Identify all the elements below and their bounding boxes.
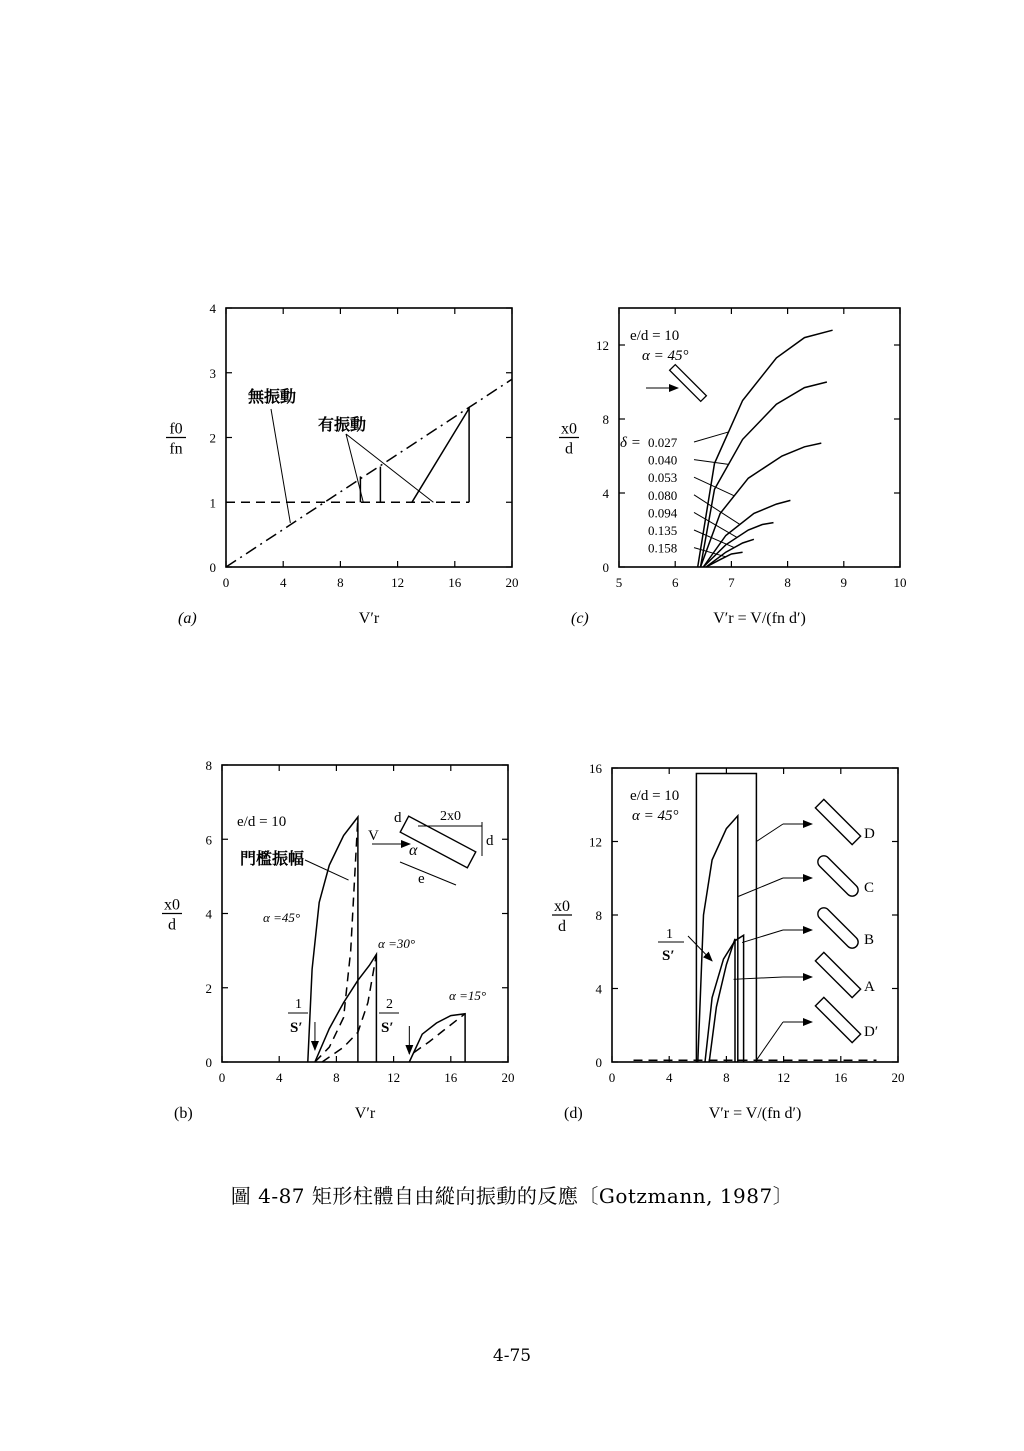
leader-line: [346, 434, 433, 502]
y-tick-label: 0: [205, 1055, 212, 1070]
section-shape: [815, 997, 860, 1042]
param-ed: e/d = 10: [237, 814, 287, 830]
series-line: [698, 816, 738, 1062]
inset-label: 2x0: [440, 809, 461, 824]
legend-title-delta: δ =: [620, 435, 641, 451]
y-tick-label: 4: [209, 301, 216, 316]
panel-label: (d): [564, 1105, 583, 1122]
x-tick-label: 0: [218, 1070, 226, 1085]
inset-dim: [400, 862, 456, 885]
y-tick-label: 2: [209, 430, 216, 446]
y-tick-label: 8: [602, 412, 609, 427]
param-ed: e/d = 10: [630, 328, 680, 344]
y-axis-label-numerator: x0: [164, 896, 180, 914]
series-line: [315, 954, 377, 1062]
panel-label: (c): [571, 610, 589, 627]
legend-leader: [756, 1022, 783, 1060]
x-tick-label: 4: [665, 1070, 673, 1085]
legend-label: 0.040: [648, 452, 678, 468]
x-tick-label: 6: [671, 575, 679, 590]
legend-leader: [742, 930, 783, 943]
y-tick-label: 3: [209, 365, 216, 381]
x-tick-label: 8: [723, 1070, 730, 1085]
x-tick-label: 4: [275, 1070, 283, 1085]
legend-leader: [738, 878, 783, 897]
x-tick-label: 10: [893, 575, 907, 590]
series-label: α =30°: [378, 936, 416, 951]
x-tick-label: 0: [222, 575, 230, 590]
y-tick-label: 4: [602, 486, 609, 501]
x-tick-label: 5: [615, 575, 623, 590]
legend-label: 0.135: [648, 523, 678, 538]
y-tick-label: 2: [205, 980, 212, 996]
y-axis-label-denominator: d: [558, 918, 566, 935]
x-axis-label: V′r = V/(fn d′): [713, 610, 806, 627]
series-label: α =15°: [449, 988, 487, 1003]
y-tick-label: 16: [589, 761, 602, 776]
x-tick-label: 12: [777, 1070, 791, 1085]
x-tick-label: 16: [444, 1070, 458, 1085]
x-tick-label: 8: [333, 1070, 340, 1085]
series-line: [414, 1014, 466, 1053]
param-ed: e/d = 10: [630, 788, 680, 804]
series-line: [315, 817, 358, 1062]
leader-line: [271, 409, 290, 523]
x-tick-label: 20: [891, 1070, 905, 1085]
series-line: [412, 408, 469, 502]
x-tick-label: 8: [337, 575, 344, 590]
x-axis-label: V′r = V/(fn d′): [708, 1105, 802, 1122]
param-alpha: α = 45°: [632, 808, 679, 824]
annotation-no-vibration: 無振動: [248, 389, 297, 406]
figure-caption: 圖 4-87 矩形柱體自由縱向振動的反應〔Gotzmann, 1987〕: [230, 1184, 794, 1208]
strouhal-num: 2: [386, 997, 393, 1012]
strouhal-arrow: [688, 936, 712, 961]
series-line: [701, 443, 822, 567]
legend-label: B: [864, 932, 875, 948]
chart-panel-d: [552, 761, 905, 1122]
x-tick-label: 9: [840, 575, 848, 590]
legend-label: A: [864, 979, 875, 995]
y-tick-label: 4: [205, 906, 212, 922]
strouhal-num: 1: [666, 927, 673, 942]
series-line: [709, 939, 735, 1062]
legend-leader: [756, 824, 783, 842]
legend-label: 0.158: [648, 540, 678, 556]
section-shape: [815, 853, 860, 898]
legend-leader: [694, 495, 740, 525]
y-tick-label: 4: [595, 981, 602, 997]
legend-leader: [694, 460, 729, 465]
chart-panel-b: [162, 758, 515, 1122]
y-axis-label-denominator: d: [565, 440, 573, 458]
series-line: [701, 382, 827, 567]
x-tick-label: 16: [448, 575, 462, 590]
x-tick-label: 7: [728, 575, 735, 590]
section-shape: [670, 365, 707, 402]
x-tick-label: 12: [387, 1070, 401, 1085]
strouhal-num: 1: [295, 997, 302, 1012]
legend-label: C: [864, 880, 875, 896]
legend-label: 0.080: [648, 487, 678, 503]
series-line: [698, 330, 833, 567]
panel-label: (b): [174, 1105, 193, 1122]
y-tick-label: 8: [595, 908, 602, 923]
section-shape: [815, 952, 860, 997]
strouhal-den: S′: [662, 948, 675, 964]
legend-leader: [694, 512, 737, 537]
x-tick-label: 4: [279, 575, 287, 590]
chart-panel-c: [559, 308, 907, 627]
series-line: [703, 500, 790, 567]
inset-label: d: [486, 833, 494, 849]
y-axis-label-denominator: fn: [169, 440, 183, 458]
section-shape: [815, 905, 860, 950]
y-axis-label-numerator: x0: [554, 898, 570, 915]
strouhal-den: S′: [290, 1020, 303, 1036]
x-tick-label: 20: [501, 1070, 515, 1085]
x-tick-label: 8: [784, 575, 791, 590]
param-alpha: α = 45°: [642, 348, 689, 364]
legend-label: 0.094: [648, 505, 678, 521]
annotation-vibration: 有振動: [318, 417, 367, 434]
y-tick-label: 6: [205, 832, 212, 848]
legend-label: 0.027: [648, 435, 678, 450]
legend-label: D′: [864, 1024, 879, 1040]
leader-line: [346, 434, 363, 502]
inset-label: V: [368, 828, 379, 844]
legend-leader: [694, 432, 729, 442]
x-tick-label: 12: [391, 575, 405, 590]
x-axis-label: V′r: [358, 610, 380, 627]
series-line: [696, 774, 756, 1063]
x-tick-label: 20: [505, 575, 519, 590]
inset-label: e: [418, 871, 425, 887]
y-axis-label-denominator: d: [168, 916, 176, 934]
legend-label: D: [864, 826, 875, 842]
y-axis-label-numerator: x0: [561, 420, 577, 438]
page-number: 4-75: [492, 1346, 532, 1366]
y-tick-label: 1: [209, 495, 216, 511]
y-tick-label: 0: [595, 1055, 602, 1070]
section-shape: [815, 799, 860, 844]
inset-label: d: [394, 810, 402, 826]
legend-leader: [734, 977, 783, 979]
annotation-threshold: 門檻振幅: [240, 851, 305, 868]
y-tick-label: 12: [596, 338, 609, 353]
chart-panel-a: [166, 301, 519, 627]
x-axis-label: V′r: [354, 1105, 376, 1122]
strouhal-den: S′: [381, 1020, 394, 1036]
x-tick-label: 0: [608, 1070, 616, 1085]
y-tick-label: 12: [589, 834, 602, 850]
y-axis-label-numerator: f0: [169, 420, 183, 438]
y-tick-label: 0: [602, 560, 609, 575]
panel-label: (a): [178, 610, 197, 627]
inset-label: α: [409, 842, 418, 859]
y-tick-label: 8: [205, 758, 212, 773]
y-tick-label: 0: [209, 560, 216, 575]
x-tick-label: 16: [834, 1070, 848, 1085]
series-label: α =45°: [263, 910, 301, 925]
legend-label: 0.053: [648, 470, 678, 486]
